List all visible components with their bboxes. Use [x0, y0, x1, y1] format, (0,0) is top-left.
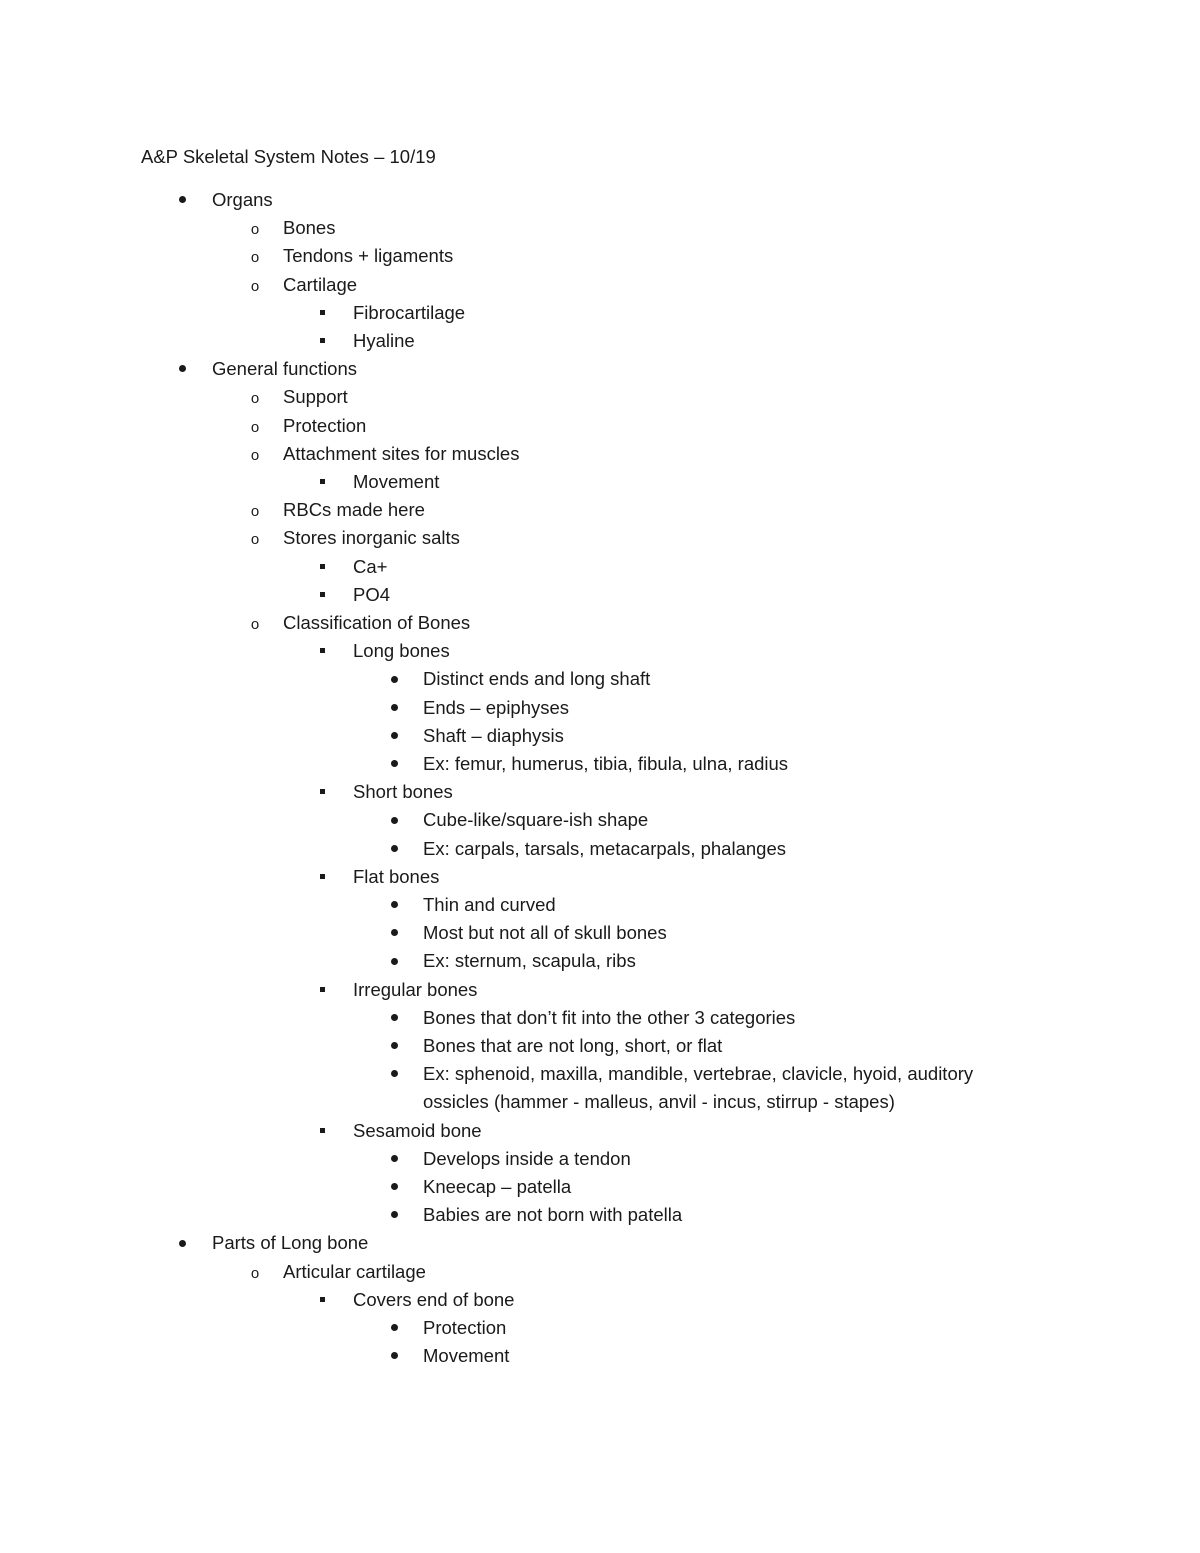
square-bullet-icon [312, 1287, 332, 1313]
circle-bullet-icon: o [250, 249, 260, 267]
outline-item-text: Movement [353, 471, 440, 492]
bullet-icon [384, 1315, 404, 1341]
outline-item-text: Shaft – diaphysis [423, 724, 564, 746]
bullet-icon [384, 1005, 404, 1031]
outline-item-text: Ex: sphenoid, maxilla, mandible, vertebrae, clavicle, hyoid, auditory [423, 1063, 974, 1085]
square-bullet-icon [312, 582, 332, 608]
outline-item-text: Fibrocartilage [353, 301, 466, 323]
bullet-icon [172, 1230, 192, 1256]
outline-item-text: Movement [423, 1345, 510, 1367]
outline-item-text: Babies are not born with patella [423, 1204, 683, 1226]
circle-bullet-icon: o [250, 418, 260, 436]
outline-item-text: Organs [212, 189, 273, 210]
outline-item-text: ossicles (hammer - malleus, anvil - incus, stirrup - stapes) [423, 1091, 895, 1113]
bullet-icon [384, 1174, 404, 1200]
circle-bullet-icon: o [250, 446, 260, 464]
bullet-icon [384, 1202, 404, 1228]
outline-item-text: Develops inside a tendon [423, 1147, 631, 1169]
circle-bullet-icon: o [250, 616, 260, 633]
circle-bullet-icon: o [250, 503, 260, 521]
bullet-icon [384, 920, 404, 946]
bullet-icon [384, 695, 404, 721]
bullet-icon [384, 1061, 404, 1087]
bullet-icon [384, 1146, 404, 1172]
outline-item-text: Protection [283, 414, 367, 436]
square-bullet-icon [312, 300, 332, 326]
bullet-icon [384, 723, 404, 749]
bullet-icon [384, 1343, 404, 1369]
square-bullet-icon [312, 1118, 332, 1144]
outline-item-text: Covers end of bone [353, 1288, 515, 1310]
outline-item-text: Most but not all of skull bones [423, 922, 667, 944]
outline-item-text: Parts of Long bone [212, 1232, 369, 1254]
circle-bullet-icon: o [250, 221, 260, 239]
bullet-icon [384, 666, 404, 692]
outline-item-text: PO4 [353, 583, 391, 605]
outline-item-text: Sesamoid bone [353, 1119, 482, 1141]
outline-item-text: Short bones [353, 781, 453, 803]
page-title: A&P Skeletal System Notes – 10/19 [141, 146, 436, 167]
outline-item-text: Kneecap – patella [423, 1176, 572, 1197]
circle-bullet-icon: o [250, 390, 260, 408]
bullet-icon [172, 356, 192, 382]
outline-item-text: Ends – epiphyses [423, 696, 570, 718]
circle-bullet-icon: o [250, 277, 260, 295]
square-bullet-icon [312, 328, 332, 354]
bullet-icon [172, 187, 192, 213]
outline-item-text: Attachment sites for muscles [283, 442, 520, 464]
outline-item-text: Cube-like/square-ish shape [423, 809, 649, 831]
bullet-icon [384, 751, 404, 777]
outline-item-text: Flat bones [353, 865, 440, 887]
outline-item-text: Cartilage [283, 273, 358, 295]
outline-item-text: Tendons + ligaments [283, 245, 454, 267]
outline-item-text: Stores inorganic salts [283, 527, 460, 549]
outline-item-text: Bones [283, 217, 336, 239]
outline-item-text: Ex: sternum, scapula, ribs [423, 950, 636, 972]
outline-item-text: Irregular bones [353, 978, 478, 1000]
outline-item-text: Ex: femur, humerus, tibia, fibula, ulna, radius [423, 753, 789, 774]
square-bullet-icon [312, 638, 332, 664]
outline-item-text: General functions [212, 358, 358, 380]
circle-bullet-icon: o [250, 1264, 260, 1282]
square-bullet-icon [312, 554, 332, 580]
bullet-icon [384, 807, 404, 833]
bullet-icon [384, 1033, 404, 1059]
outline-item-text: Distinct ends and long shaft [423, 668, 651, 690]
outline-item-text: Support [283, 386, 348, 408]
square-bullet-icon [312, 977, 332, 1003]
outline-item-text: Hyaline [353, 330, 415, 351]
square-bullet-icon [312, 864, 332, 890]
bullet-icon [384, 948, 404, 974]
outline-item-text: Bones that don’t fit into the other 3 categories [423, 1006, 796, 1028]
outline-item-text: Ex: carpals, tarsals, metacarpals, phalanges [423, 837, 786, 859]
outline-item-text: RBCs made here [283, 499, 425, 521]
circle-bullet-icon: o [250, 531, 260, 549]
bullet-icon [384, 836, 404, 862]
square-bullet-icon [312, 469, 332, 495]
outline-item-text: Articular cartilage [283, 1260, 426, 1282]
outline-item-text: Protection [423, 1317, 507, 1338]
outline-item-text: Bones that are not long, short, or flat [423, 1035, 723, 1056]
bullet-icon [384, 892, 404, 918]
square-bullet-icon [312, 779, 332, 805]
outline-item-text: Long bones [353, 640, 450, 662]
outline-item-text: Classification of Bones [283, 612, 471, 633]
outline-item-text: Thin and curved [423, 894, 556, 915]
outline-item-text: Ca+ [353, 555, 388, 577]
